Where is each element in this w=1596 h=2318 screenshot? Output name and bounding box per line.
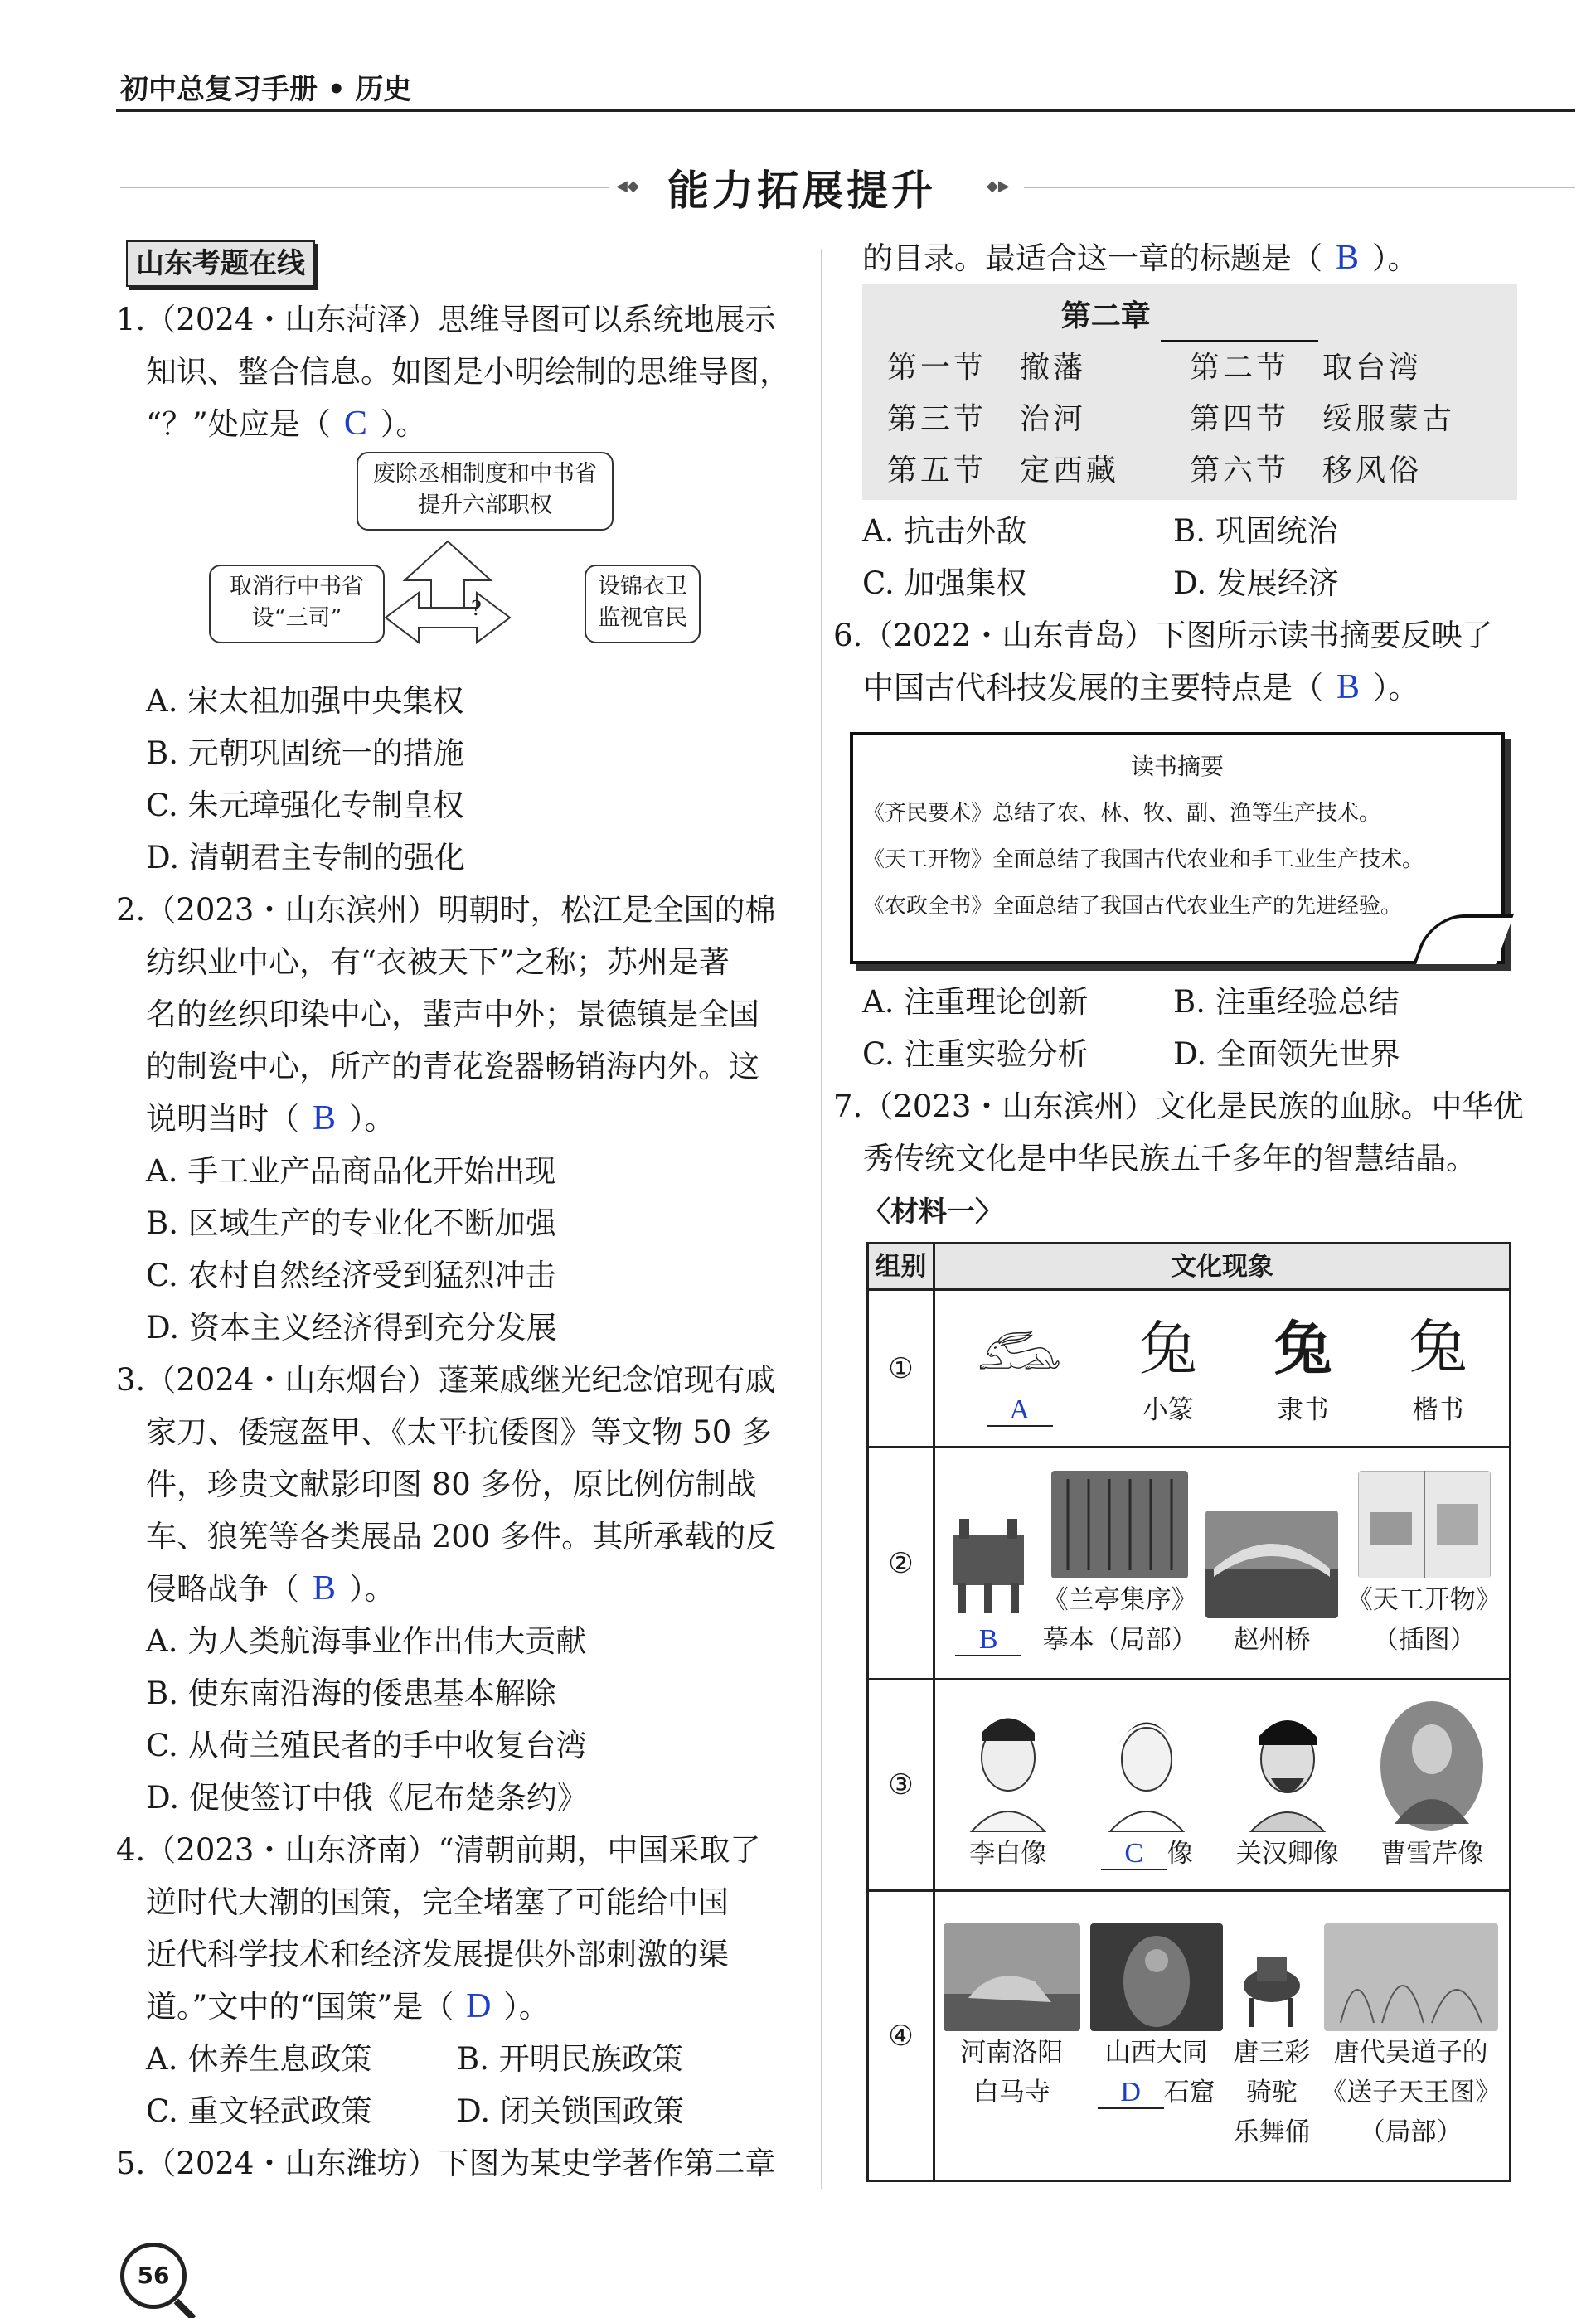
answer-d: D [1120,2076,1141,2107]
mind-right-line-2: 监视官民 [598,605,687,631]
q6-option-d: D. 全面领先世界 [1173,1036,1400,1072]
title-ornament-left: ◀◆ [616,177,639,195]
q1-stem-line-2: 知识、整合信息。如图是小明绘制的思维导图， [146,354,790,390]
culture-table-header [868,1244,1511,1290]
q3-answer: B [312,1569,336,1608]
painting-image [1324,1923,1498,2031]
regular-glyph: 兔 [1409,1316,1467,1380]
q5-stem-line-2 [862,232,1517,284]
material-label: 〈材料一〉 [862,1195,1003,1229]
grotto-label: 山西大同 [1104,2037,1208,2068]
camel-label: 唐三彩 [1233,2037,1311,2068]
painting-label: 唐代吴道子的 [1333,2037,1488,2068]
q2-stem-line-2: 纺织业中心，有“衣被天下”之称；苏州是著 [146,944,730,980]
column-divider [821,249,822,2189]
q2-answer: B [312,1099,336,1137]
group-label: ① [868,1290,934,1448]
q2-option-d: D. 资本主义经济得到充分发展 [146,1310,557,1346]
mind-map [116,452,796,672]
zhaozhou-bridge [1205,1507,1338,1660]
question-5-cont [862,232,1517,609]
q4-options-row-2 [116,2085,796,2137]
portrait-c-label [1097,1834,1196,1874]
q2-option-a: A. 手工业产品商品化开始出现 [146,1153,556,1189]
title-ornament-right: ◆▶ [987,177,1010,195]
chapter-title [887,291,1492,342]
row-1-cells [935,1302,1509,1435]
q6-stem-text: 中国古代科技发展的主要特点是（ [863,670,1323,706]
lanting-label-2: 摹本（局部） [1042,1624,1197,1655]
q5-options-row-1 [862,505,1517,557]
tiangong-image [1358,1471,1491,1578]
seal-label: 小篆 [1142,1394,1194,1425]
answer-c: C [1124,1838,1144,1869]
bridge-image [1205,1511,1338,1618]
q3-option-a: A. 为人类航海事业作出伟大贡献 [146,1623,587,1659]
magnifier-icon [174,2299,196,2318]
q7-stem-line-1: 7.（2023・山东滨州）文化是民族的血脉。中华优 [833,1089,1524,1124]
temple-label-2: 白马寺 [973,2077,1050,2107]
header-title: 初中总复习手册 • 历史 [120,73,412,106]
mind-box-top [357,452,614,531]
clerical-label: 隶书 [1277,1394,1329,1425]
chapter-row-3 [887,445,1492,497]
group-label: ④ [868,1891,934,2181]
section-title-row [120,158,1575,216]
page-number-text: 56 [137,2262,170,2289]
header-phenomenon: 文化现象 [934,1244,1511,1290]
chapter-section-1: 第一节 撤藩 [887,351,1087,385]
tang-sancai-camel [1232,1920,1311,2152]
q6-options-row-2 [862,1028,1517,1080]
question-4 [116,1824,796,2137]
li-bai-portrait [958,1700,1058,1832]
script-regular [1409,1307,1467,1430]
q4-option-a: A. 休养生息政策 [146,2041,372,2077]
question-1 [116,293,796,884]
table-row [868,1448,1511,1680]
chapter-title-blank [1161,309,1318,342]
q1-close: ）。 [380,406,427,442]
q6-stem-line-1: 6.（2022・山东青岛）下图所示读书摘要反映了 [833,618,1493,653]
li-bai [958,1696,1058,1874]
cao-xueqin-label: 曹雪芹像 [1380,1839,1484,1869]
table-row [868,1290,1511,1448]
guan-hanqing-label: 关汉卿像 [1235,1839,1339,1869]
regular-label: 楷书 [1412,1394,1464,1425]
q6-option-c: C. 注重实验分析 [862,1036,1089,1072]
q4-stem-line-4 [116,1981,796,2033]
page-number [120,2243,187,2309]
chapter-row-2 [887,394,1492,445]
group-label: ③ [868,1680,934,1891]
q6-option-a: A. 注重理论创新 [862,984,1089,1020]
q2-close: ）。 [349,1101,395,1137]
q1-stem-text: “？”处应是（ [146,406,331,442]
seal-glyph: 兔 [1138,1314,1197,1383]
blank-a [987,1395,1053,1427]
left-column [116,236,796,2189]
question-7 [833,1080,1524,1185]
q3-stem-text: 侵略战争（ [146,1571,299,1607]
chapter-section-3: 第三节 治河 [887,402,1087,436]
lanting-label: 《兰亭集序》 [1042,1584,1197,1615]
chapter-row-1 [887,342,1492,394]
q2-stem-line-4: 的制瓷中心，所产的青花瓷器畅销海内外。这 [146,1049,759,1084]
q5-option-b: B. 巩固统治 [1173,513,1338,549]
script-seal [1139,1307,1197,1430]
section-title: 能力拓展提升 [667,167,936,215]
white-horse-temple [944,1920,1080,2112]
camel-label-3: 乐舞俑 [1233,2117,1311,2147]
header-rule [116,109,1575,112]
q3-close: ）。 [349,1571,395,1607]
row-4-cells [935,1915,1509,2157]
reading-note-1: 《齐民要术》总结了农、林、牧、副、渔等生产技术。 [863,801,1381,826]
tiangong-kaiwu [1347,1467,1501,1660]
q5-answer: B [1335,239,1359,277]
script-clerical [1274,1307,1332,1430]
row-content [934,1448,1511,1680]
answer-a: A [1009,1394,1030,1425]
q5-option-c: C. 加强集权 [862,565,1027,601]
q4-stem-text: 道。”文中的“国策”是（ [146,1989,454,2025]
q2-stem-text: 说明当时（ [146,1101,299,1137]
q1-stem-line-1: 1.（2024・山东菏泽）思维导图可以系统地展示 [116,302,776,337]
tiangong-label-2: （插图） [1372,1624,1476,1655]
q4-stem-line-2: 逆时代大潮的国策，完全堵塞了可能给中国 [146,1884,729,1920]
datong-grotto [1090,1920,1223,2112]
chapter-section-6: 第六节 移风俗 [1190,453,1423,487]
q3-stem-line-1: 3.（2024・山东烟台）蓬莱戚继光纪念馆现有戚 [116,1362,776,1398]
q6-option-b: B. 注重经验总结 [1173,984,1400,1020]
mind-left-line-2: 设“三司” [251,605,342,631]
guan-hanqing-portrait [1238,1700,1337,1832]
temple-image [944,1923,1080,2031]
bridge-label: 赵州桥 [1233,1624,1311,1655]
q5-close: ）。 [1372,240,1419,276]
q7-stem-line-2: 秀传统文化是中华民族五千多年的智慧结晶。 [863,1141,1477,1176]
q6-answer: B [1336,668,1360,706]
camel-label-2: 骑驼 [1245,2077,1298,2107]
q3-stem-line-5 [116,1563,796,1615]
blank-d [1098,2078,1164,2109]
q6-options-row-1 [862,976,1517,1028]
q4-close: ）。 [503,1989,550,2025]
q2-stem-line-5 [116,1093,796,1145]
q5-stem-text: 的目录。最适合这一章的标题是（ [862,240,1322,276]
question-3 [116,1354,796,1824]
bronze-ding-image [943,1511,1034,1618]
chapter-title-text: 第二章 [1060,299,1151,333]
painting-label-3: （局部） [1359,2117,1463,2147]
q4-option-c: C. 重文轻武政策 [146,2093,372,2129]
mind-top-line-2: 提升六部职权 [418,492,552,518]
q4-options-row-1 [116,2033,796,2085]
grotto-image [1090,1923,1223,2031]
portrait-c [1097,1696,1196,1874]
bronze-ding [943,1507,1034,1660]
q3-option-c: C. 从荷兰殖民者的手中收复台湾 [146,1728,587,1763]
q1-option-c: C. 朱元璋强化专制皇权 [146,788,464,823]
q2-stem-line-1: 2.（2023・山东滨州）明朝时，松江是全国的棉 [116,892,776,928]
calligraphy-image [1051,1471,1188,1578]
mind-center-question: ? [471,597,482,620]
portrait-suffix: 像 [1167,1839,1193,1869]
table-row [868,1891,1511,2181]
reading-notes-title: 读书摘要 [1130,753,1224,780]
wu-daozi-painting [1321,1920,1501,2152]
grotto-suffix: 石窟 [1163,2077,1215,2107]
blank-c [1101,1839,1167,1870]
temple-label: 河南洛阳 [960,2037,1064,2068]
guan-hanqing [1236,1696,1339,1874]
q5-option-a: A. 抗击外敌 [862,513,1027,549]
mind-right-line-1: 设锦衣卫 [598,574,687,599]
q6-stem-line-2 [833,662,1517,714]
q4-answer: D [466,1987,492,2025]
clerical-glyph: 兔 [1273,1314,1332,1383]
q4-stem-line-1: 4.（2023・山东济南）“清朝前期，中国采取了 [116,1832,761,1868]
chapter-section-4: 第四节 绥服蒙古 [1190,402,1456,436]
q3-stem-line-4: 车、狼筅等各类展品 200 多件。其所承载的反 [146,1519,777,1554]
chapter-contents-box [862,284,1517,500]
woman-portrait [1097,1700,1196,1832]
q1-stem-line-3 [116,398,796,450]
cao-xueqin [1378,1696,1486,1874]
question-2 [116,884,796,1354]
lanting-preface [1043,1467,1197,1660]
q6-close: ）。 [1373,670,1419,706]
q2-option-c: C. 农村自然经济受到猛烈冲击 [146,1258,556,1293]
q4-option-d: D. 闭关锁国政策 [457,2093,684,2129]
row-content [934,1290,1511,1448]
title-line-right [1024,187,1575,188]
culture-table [866,1242,1511,2182]
blank-b [955,1625,1021,1656]
mind-top-line-1: 废除丞相制度和中书省 [373,461,597,487]
q2-stem-line-3: 名的丝织印染中心，蜚声中外；景德镇是全国 [146,997,759,1032]
script-oracle [977,1307,1061,1430]
q4-option-b: B. 开明民族政策 [457,2041,683,2077]
chapter-section-2: 第二节 取台湾 [1190,351,1423,385]
q5-options-row-2 [862,557,1517,609]
section-badge: 山东考题在线 [126,240,315,287]
camel-image [1232,1923,1311,2031]
mind-box-right [585,565,701,643]
q2-option-b: B. 区域生产的专业化不断加强 [146,1205,556,1241]
q5-stem-line-1: 5.（2024・山东潍坊）下图为某史学著作第二章 [116,2146,776,2181]
q5-option-d: D. 发展经济 [1173,565,1339,601]
reading-note-2: 《天工开物》全面总结了我国古代农业和手工业生产技术。 [863,847,1424,872]
q3-stem-line-2: 家刀、倭寇盔甲、《太平抗倭图》等文物 50 多 [146,1414,773,1450]
reading-note-3: 《农政全书》全面总结了我国古代农业生产的先进经验。 [863,894,1403,919]
oracle-glyph: 𓃹 [977,1314,1062,1383]
right-column [833,232,1524,2182]
table-row [868,1680,1511,1891]
header-group: 组别 [868,1244,934,1290]
q3-stem-line-3: 件，珍贵文献影印图 80 多份，原比例仿制战 [146,1467,757,1502]
tiangong-label: 《天工开物》 [1346,1584,1501,1615]
q1-option-d: D. 清朝君主专制的强化 [146,840,465,875]
q3-option-d: D. 促使签订中俄《尼布楚条约》 [146,1780,588,1816]
chapter-section-5: 第五节 定西藏 [887,453,1120,487]
title-line-left [120,187,609,188]
li-bai-label: 李白像 [969,1839,1047,1869]
q1-option-b: B. 元朝巩固统一的措施 [146,735,464,771]
row-2-cells [935,1462,1509,1665]
painting-label-2: 《送子天王图》 [1321,2077,1501,2107]
mind-left-line-1: 取消行中书省 [230,574,364,599]
q1-answer: C [343,405,367,443]
q3-option-b: B. 使东南沿海的倭患基本解除 [146,1675,556,1711]
q1-option-a: A. 宋太祖加强中央集权 [146,683,464,719]
q4-stem-line-3: 近代科学技术和经济发展提供外部刺激的渠 [146,1937,729,1972]
question-6 [833,609,1517,714]
row-content [934,1891,1511,2181]
answer-b: B [978,1623,998,1655]
mind-box-left [209,565,385,643]
row-3-cells [935,1691,1509,1879]
reading-notes-box [850,732,1505,964]
group-label: ② [868,1448,934,1680]
cao-xueqin-portrait [1378,1700,1486,1832]
row-content [934,1680,1511,1891]
grotto-label-2 [1090,2073,1223,2112]
